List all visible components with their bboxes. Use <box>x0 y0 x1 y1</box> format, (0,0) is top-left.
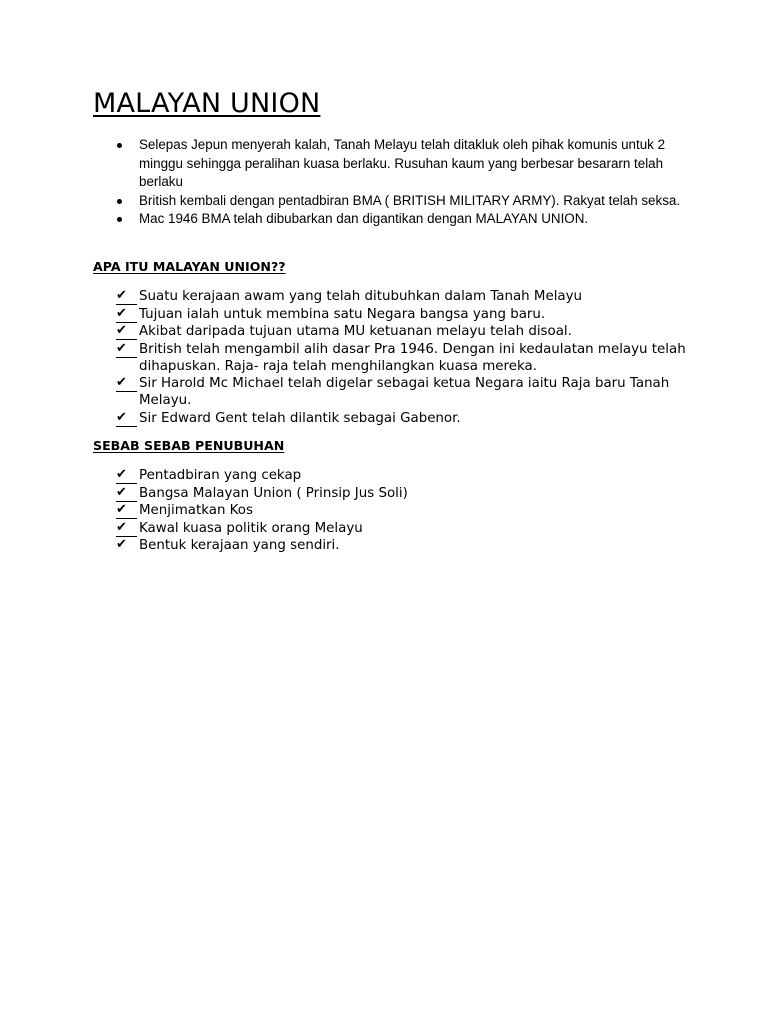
checklist-item <box>93 520 713 537</box>
checklist-item <box>93 375 713 409</box>
bullet-item <box>93 210 693 229</box>
checklist-text: Sir Harold Mc Michael telah digelar sebagai ketua Negara iaitu Raja baru Tanah Melayu. <box>139 376 670 408</box>
checklist-text: Pentadbiran yang cekap <box>139 468 302 483</box>
bullet-text: Mac 1946 BMA telah dibubarkan dan digantikan dengan MALAYAN UNION. <box>139 211 589 227</box>
checklist-text: Sir Edward Gent telah dilantik sebagai Gabenor. <box>139 410 461 426</box>
checklist-item <box>93 467 713 484</box>
checklist-text: Tujuan ialah untuk membina satu Negara bangsa yang baru. <box>139 306 546 322</box>
checklist-text: Kawal kuasa politik orang Melayu <box>139 520 363 536</box>
checkmark-icon: ✔ <box>116 323 137 340</box>
document-title: MALAYAN UNION <box>93 88 321 119</box>
checklist-item <box>93 323 713 340</box>
checkmark-icon: ✔ <box>116 502 137 519</box>
checklist-text: Bentuk kerajaan yang sendiri. <box>139 538 340 553</box>
checkmark-icon: ✔ <box>116 537 127 552</box>
checkmark-icon: ✔ <box>116 410 137 427</box>
section-heading-apa-itu: APA ITU MALAYAN UNION?? <box>93 259 286 274</box>
checklist-item <box>93 410 713 427</box>
bullet-dot-icon <box>117 143 122 148</box>
bullet-dot-icon <box>117 199 122 204</box>
checkmark-icon: ✔ <box>116 485 137 502</box>
checklist-text: Suatu kerajaan awam yang telah ditubuhkan dalam Tanah Melayu <box>139 289 583 304</box>
bullet-item <box>93 192 693 211</box>
bullet-text: British kembali dengan pentadbiran BMA ( BRITISH MILITARY ARMY). Rakyat telah seksa. <box>139 192 681 208</box>
checklist-item <box>93 288 713 305</box>
intro-bullet-list <box>93 136 693 229</box>
checklist-text: Menjimatkan Kos <box>139 503 253 518</box>
checklist-text: Akibat daripada tujuan utama MU ketuanan melayu telah disoal. <box>139 324 572 339</box>
checklist-item <box>93 341 713 375</box>
checkmark-icon: ✔ <box>116 288 137 305</box>
checklist-item <box>93 502 713 519</box>
checklist-text: Bangsa Malayan Union ( Prinsip Jus Soli) <box>139 485 408 501</box>
checkmark-icon: ✔ <box>116 467 137 484</box>
bullet-text: Selepas Jepun menyerah kalah, Tanah Melayu telah ditakluk oleh pihak komunis untuk 2 minggu sehingga peralihan kuasa berlaku. Rusuhan kaum yang berbesar besararn telah berlaku <box>139 137 666 190</box>
checklist-text: British telah mengambil alih dasar Pra 1946. Dengan ini kedaulatan melayu telah dihapuskan. Raja- raja telah menghilangkan kuasa mereka. <box>139 341 686 374</box>
checklist-item <box>93 537 713 554</box>
checklist-sebab-penubuhan <box>93 467 713 555</box>
checklist-item <box>93 306 713 323</box>
section-heading-sebab-penubuhan: SEBAB SEBAB PENUBUHAN <box>93 438 285 453</box>
checkmark-icon: ✔ <box>116 375 137 392</box>
checklist-apa-itu <box>93 288 713 427</box>
checkmark-icon: ✔ <box>116 341 137 358</box>
checklist-item <box>93 485 713 502</box>
checkmark-icon: ✔ <box>116 306 137 323</box>
checkmark-icon: ✔ <box>116 520 137 537</box>
bullet-item <box>93 136 693 192</box>
bullet-dot-icon <box>117 217 122 222</box>
